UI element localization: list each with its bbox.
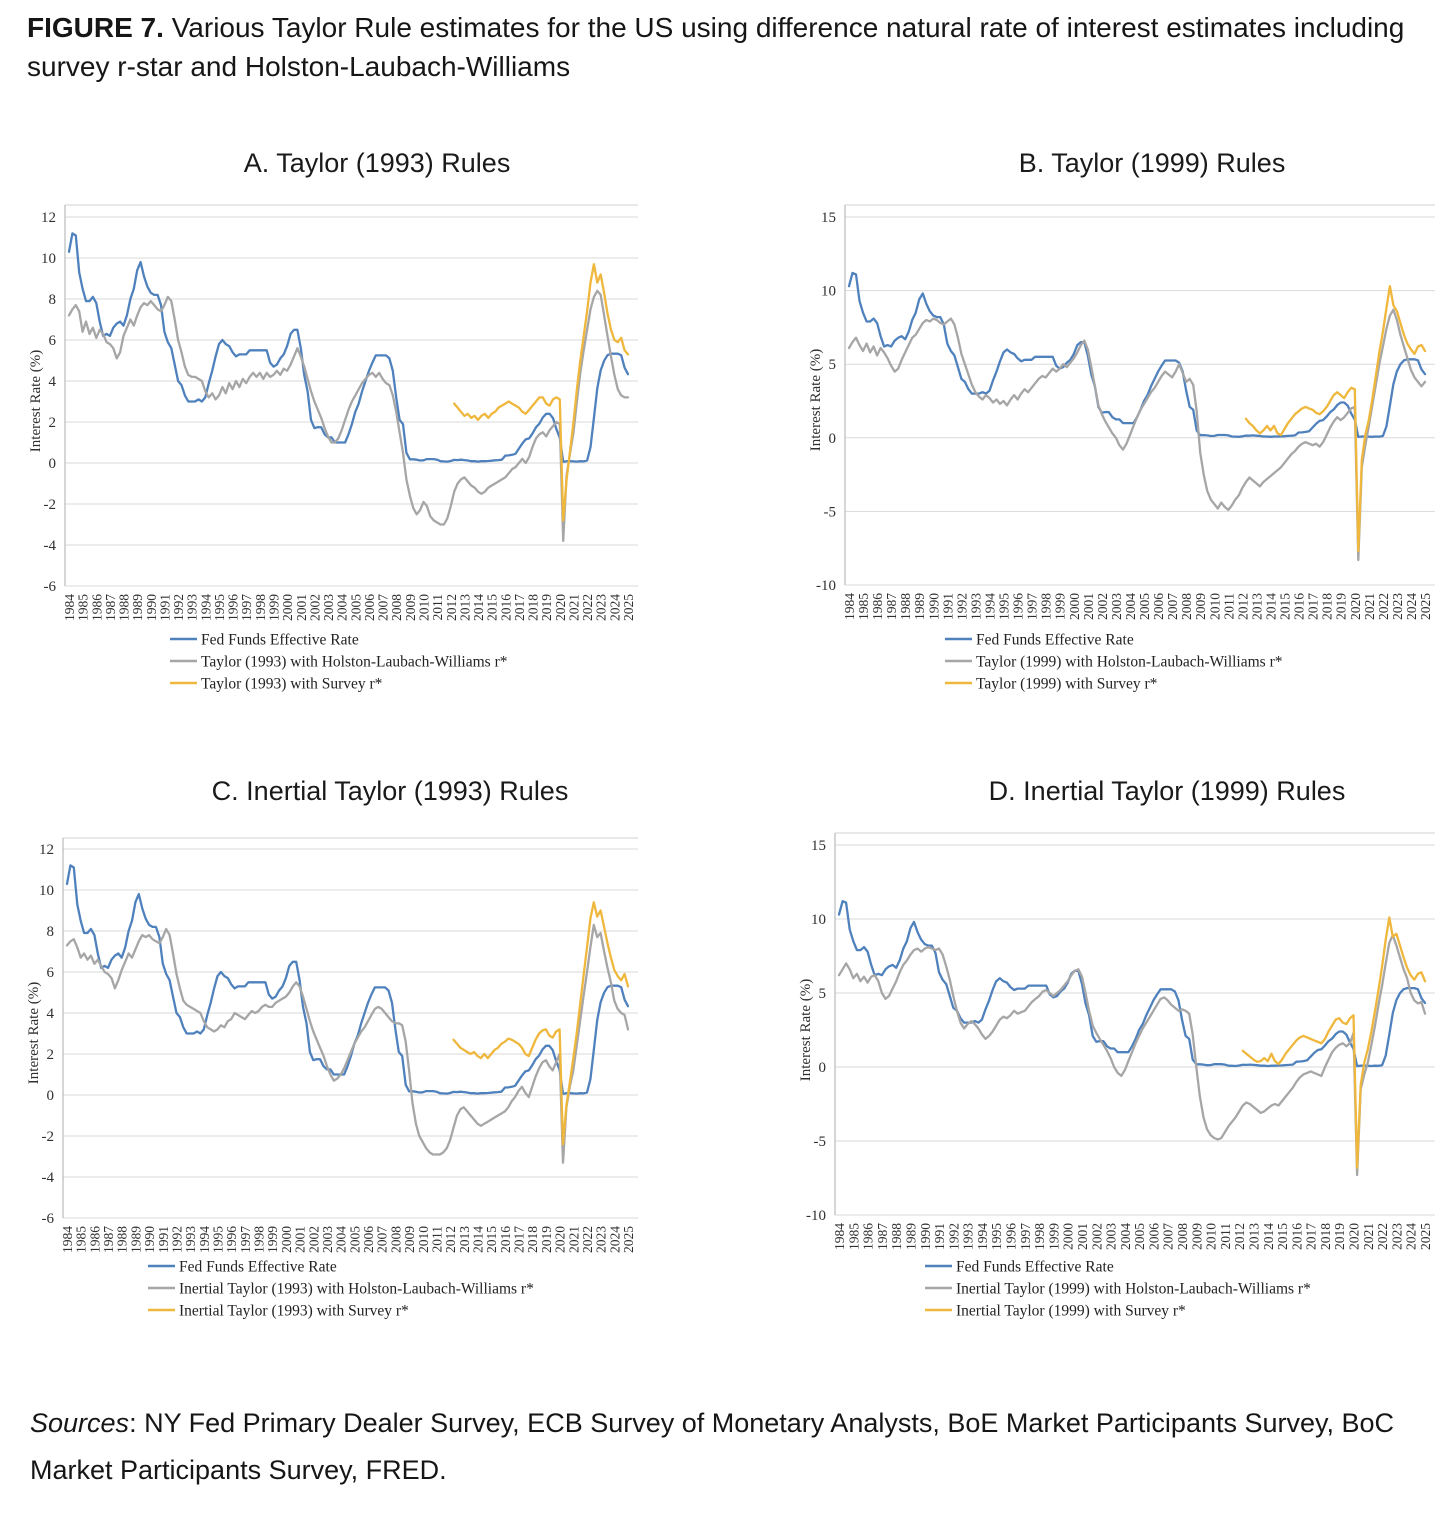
x-tick-label: 1990	[143, 594, 159, 621]
x-tick-label: 2013	[1246, 1223, 1262, 1250]
x-tick-label: 2023	[1389, 1223, 1405, 1250]
x-tick-label: 2022	[580, 594, 596, 621]
x-tick-label: 2019	[1332, 1223, 1348, 1250]
x-tick-label: 1996	[224, 1226, 240, 1253]
x-tick-label: 2015	[1275, 1223, 1291, 1250]
x-tick-label: 2021	[566, 1226, 582, 1253]
x-tick-label: 2014	[470, 1226, 486, 1253]
x-tick-label: 2000	[278, 1226, 294, 1253]
panel-b-title: B. Taylor (1999) Rules	[1018, 148, 1286, 178]
x-tick-label: 2017	[1303, 1223, 1319, 1250]
x-tick-label: 2003	[321, 594, 337, 621]
x-tick-label: 2025	[1418, 1223, 1433, 1250]
y-tick-label: -6	[43, 579, 56, 595]
y-axis-title: Interest Rate (%)	[808, 348, 824, 452]
x-tick-label: 1994	[974, 1223, 990, 1250]
x-tick-label: 1984	[832, 1223, 847, 1250]
x-tick-label: 2007	[374, 1226, 390, 1253]
x-tick-label: 2021	[566, 594, 582, 621]
x-tick-label: 1991	[932, 1223, 948, 1250]
x-tick-label: 2001	[1080, 593, 1096, 620]
x-tick-label: 1992	[954, 593, 970, 620]
y-tick-label: -5	[813, 1134, 826, 1150]
series-line-fed-funds	[839, 901, 1425, 1066]
x-tick-label: 2015	[1277, 593, 1293, 620]
x-tick-label: 2018	[1319, 593, 1335, 620]
x-tick-label: 1995	[996, 593, 1012, 621]
x-tick-label: 2002	[1089, 1223, 1105, 1250]
x-tick-label: 2023	[593, 1226, 609, 1253]
x-tick-label: 1998	[1032, 1223, 1048, 1250]
x-tick-label: 1999	[265, 1226, 281, 1253]
x-tick-label: 2017	[1305, 593, 1321, 620]
y-tick-label: 15	[821, 210, 836, 226]
x-tick-label: 1984	[62, 594, 77, 621]
y-axis-title: Interest Rate (%)	[28, 349, 44, 453]
x-tick-label: 2019	[1333, 593, 1349, 620]
x-tick-label: 1985	[73, 1226, 89, 1253]
x-tick-label: 2004	[1117, 1223, 1133, 1250]
x-tick-label: 2002	[307, 594, 323, 621]
legend-label-1: Taylor (1999) with Holston-Laubach-Williams r*	[976, 653, 1283, 671]
x-tick-label: 1992	[171, 594, 187, 621]
x-tick-label: 2015	[484, 594, 500, 621]
x-tick-label: 2016	[1291, 593, 1307, 620]
legend-label-2: Taylor (1993) with Survey r*	[201, 675, 383, 693]
x-tick-label: 1996	[1003, 1223, 1019, 1250]
x-tick-label: 1989	[912, 593, 928, 620]
x-tick-label: 1985	[75, 594, 91, 621]
x-tick-label: 1985	[846, 1223, 862, 1250]
x-tick-label: 1988	[114, 1226, 130, 1253]
x-tick-label: 1989	[130, 594, 146, 621]
legend-label-0: Fed Funds Effective Rate	[179, 1258, 337, 1276]
x-tick-label: 2003	[1108, 593, 1124, 620]
x-tick-label: 2008	[1179, 593, 1195, 620]
x-tick-label: 1988	[898, 593, 914, 620]
y-tick-label: 0	[818, 1060, 826, 1076]
x-tick-label: 1989	[128, 1226, 144, 1253]
y-tick-label: 5	[828, 357, 836, 374]
x-tick-label: 1992	[169, 1226, 185, 1253]
x-tick-label: 1996	[1010, 593, 1026, 621]
x-tick-label: 2020	[552, 1226, 568, 1253]
panel-a-title: A. Taylor (1993) Rules	[243, 148, 511, 178]
x-tick-label: 1993	[183, 1226, 199, 1253]
y-tick-label: 6	[46, 965, 54, 981]
x-tick-label: 2005	[348, 594, 364, 621]
y-tick-label: 15	[811, 838, 826, 854]
x-tick-label: 1991	[940, 593, 956, 620]
x-tick-label: 2003	[1103, 1223, 1119, 1250]
x-tick-label: 2025	[621, 594, 636, 621]
x-tick-label: 2012	[1235, 593, 1251, 620]
x-tick-label: 2024	[607, 594, 623, 621]
x-tick-label: 2014	[1263, 593, 1279, 620]
panel-c-title: C. Inertial Taylor (1993) Rules	[211, 776, 569, 806]
x-tick-label: 2014	[1260, 1223, 1276, 1250]
x-tick-label: 1997	[1024, 593, 1040, 620]
x-tick-label: 1995	[989, 1223, 1005, 1250]
x-tick-label: 1993	[184, 594, 200, 621]
x-tick-label: 2013	[1249, 593, 1265, 620]
x-tick-label: 2016	[498, 594, 514, 621]
chart-panel-d	[798, 833, 1435, 1320]
x-tick-label: 2009	[1189, 1223, 1205, 1250]
x-tick-label: 2004	[334, 594, 350, 621]
x-tick-label: 1995	[210, 1226, 226, 1253]
legend-label-2: Inertial Taylor (1993) with Survey r*	[179, 1302, 409, 1320]
x-tick-label: 1996	[225, 594, 241, 621]
legend-label-0: Fed Funds Effective Rate	[201, 631, 359, 649]
legend-label-1: Taylor (1993) with Holston-Laubach-Williams r*	[201, 653, 508, 671]
x-tick-label: 2005	[1137, 593, 1153, 620]
x-tick-label: 2005	[347, 1226, 363, 1253]
x-tick-label: 1987	[884, 593, 900, 620]
series-line-hlw	[839, 935, 1425, 1175]
x-tick-label: 1999	[266, 594, 282, 621]
y-tick-label: 12	[41, 210, 56, 226]
y-tick-label: 12	[39, 842, 54, 858]
y-tick-label: 8	[46, 924, 54, 940]
x-tick-label: 1990	[917, 1223, 933, 1250]
x-tick-label: 1997	[1017, 1223, 1033, 1250]
series-line-hlw	[67, 925, 628, 1163]
x-tick-label: 2012	[1232, 1223, 1248, 1250]
x-tick-label: 1994	[198, 594, 214, 621]
x-tick-label: 2000	[1060, 1223, 1076, 1250]
x-tick-label: 2020	[1346, 1223, 1362, 1250]
series-line-fed-funds	[69, 233, 628, 461]
y-tick-label: 10	[39, 883, 54, 899]
x-tick-label: 1997	[239, 594, 255, 621]
legend-label-0: Fed Funds Effective Rate	[976, 631, 1134, 649]
x-tick-label: 2019	[538, 1226, 554, 1253]
x-tick-label: 2024	[1403, 593, 1419, 620]
y-tick-label: 10	[821, 283, 836, 300]
y-tick-label: -10	[806, 1208, 826, 1224]
legend-label-1: Inertial Taylor (1999) with Holston-Laubach-Williams r*	[956, 1280, 1311, 1298]
x-tick-label: 1998	[1038, 593, 1054, 620]
x-tick-label: 2018	[1317, 1223, 1333, 1250]
x-tick-label: 2019	[539, 594, 555, 621]
sources-note	[30, 1400, 1402, 1494]
x-tick-label: 2009	[402, 1226, 418, 1253]
y-tick-label: -2	[43, 497, 56, 513]
figure-caption-text: Various Taylor Rule estimates for the US using difference natural rate of interest estimates including survey r-star and Holston-Laubach-Williams	[27, 12, 1405, 82]
x-tick-label: 1991	[157, 594, 173, 621]
x-tick-label: 2007	[1165, 593, 1181, 620]
legend-label-0: Fed Funds Effective Rate	[956, 1258, 1114, 1276]
y-tick-label: 10	[811, 912, 826, 928]
figure-caption-label: FIGURE 7.	[27, 12, 164, 43]
x-tick-label: 1998	[252, 594, 268, 621]
x-tick-label: 2006	[361, 594, 377, 621]
x-tick-label: 2020	[552, 594, 568, 621]
x-tick-label: 1997	[237, 1226, 253, 1253]
sources-label: Sources	[30, 1408, 130, 1438]
x-tick-label: 2016	[1289, 1223, 1305, 1250]
x-tick-label: 1988	[889, 1223, 905, 1250]
x-tick-label: 2009	[402, 594, 418, 621]
x-tick-label: 2015	[484, 1226, 500, 1253]
legend-label-2: Taylor (1999) with Survey r*	[976, 675, 1158, 693]
panel-d-title: D. Inertial Taylor (1999) Rules	[988, 776, 1346, 806]
y-tick-label: -4	[43, 538, 56, 554]
x-tick-label: 2011	[429, 1226, 445, 1253]
x-tick-label: 1992	[946, 1223, 962, 1250]
x-tick-label: 1994	[982, 593, 998, 620]
x-tick-label: 1999	[1046, 1223, 1062, 1250]
x-tick-label: 1987	[101, 1226, 117, 1253]
x-tick-label: 2025	[1418, 593, 1433, 620]
x-tick-label: 1990	[142, 1226, 158, 1253]
y-tick-label: 0	[48, 456, 56, 472]
x-tick-label: 1988	[116, 594, 132, 621]
y-tick-label: -10	[816, 578, 836, 594]
legend-label-2: Inertial Taylor (1999) with Survey r*	[956, 1302, 1186, 1320]
x-tick-label: 2009	[1193, 593, 1209, 620]
x-tick-label: 2006	[1151, 593, 1167, 620]
y-tick-label: 0	[46, 1088, 54, 1104]
x-tick-label: 2001	[1074, 1223, 1090, 1250]
x-tick-label: 1990	[926, 593, 942, 620]
x-tick-label: 2013	[457, 594, 473, 621]
x-tick-label: 2021	[1361, 593, 1377, 620]
x-tick-label: 1989	[903, 1223, 919, 1250]
x-tick-label: 1993	[968, 593, 984, 620]
x-tick-label: 2024	[607, 1226, 623, 1253]
x-tick-label: 1984	[60, 1226, 75, 1253]
x-tick-label: 1993	[960, 1223, 976, 1250]
x-tick-label: 1984	[842, 593, 857, 620]
x-tick-label: 1994	[196, 1226, 212, 1253]
sources-text: : NY Fed Primary Dealer Survey, ECB Survey of Monetary Analysts, BoE Market Participants Survey, BoC Market Participants Survey, FRED.	[30, 1408, 1395, 1485]
x-tick-label: 2020	[1347, 593, 1363, 620]
x-tick-label: 1987	[102, 594, 118, 621]
x-tick-label: 2001	[293, 594, 309, 621]
y-tick-label: 2	[48, 415, 56, 431]
x-tick-label: 2000	[280, 594, 296, 621]
x-tick-label: 2018	[525, 1226, 541, 1253]
x-tick-label: 1986	[870, 593, 886, 620]
y-axis-title: Interest Rate (%)	[26, 981, 42, 1085]
x-tick-label: 2002	[1094, 593, 1110, 620]
x-tick-label: 2011	[1217, 1223, 1233, 1250]
x-tick-label: 2006	[1146, 1223, 1162, 1250]
y-tick-label: 6	[48, 333, 56, 349]
chart-panel-a	[28, 205, 638, 693]
chart-panel-b	[808, 205, 1435, 693]
x-tick-label: 2022	[1375, 1223, 1391, 1250]
y-tick-label: 10	[41, 251, 56, 267]
x-tick-label: 2004	[333, 1226, 349, 1253]
x-tick-label: 2005	[1132, 1223, 1148, 1250]
x-tick-label: 2010	[416, 594, 432, 621]
y-tick-label: 8	[48, 292, 56, 308]
series-line-survey	[1243, 918, 1425, 1168]
x-tick-label: 1995	[211, 594, 227, 621]
x-tick-label: 2018	[525, 594, 541, 621]
x-tick-label: 2004	[1122, 593, 1138, 620]
chart-panel-c	[26, 838, 638, 1320]
x-tick-label: 2021	[1360, 1223, 1376, 1250]
x-tick-label: 2011	[1221, 593, 1237, 620]
x-tick-label: 2022	[1375, 593, 1391, 620]
x-tick-label: 1987	[874, 1223, 890, 1250]
x-tick-label: 1999	[1052, 593, 1068, 620]
y-tick-label: 4	[46, 1006, 54, 1022]
x-tick-label: 2008	[389, 594, 405, 621]
x-tick-label: 2013	[456, 1226, 472, 1253]
x-tick-label: 2025	[621, 1226, 636, 1253]
x-tick-label: 2017	[511, 1226, 527, 1253]
x-tick-label: 1998	[251, 1226, 267, 1253]
x-tick-label: 2012	[443, 594, 459, 621]
y-axis-title: Interest Rate (%)	[798, 978, 814, 1082]
x-tick-label: 2008	[1175, 1223, 1191, 1250]
y-tick-label: 2	[46, 1047, 54, 1063]
x-tick-label: 2001	[292, 1226, 308, 1253]
x-tick-label: 2000	[1066, 593, 1082, 620]
series-line-hlw	[849, 310, 1425, 560]
x-tick-label: 1985	[856, 593, 872, 620]
x-tick-label: 2016	[497, 1226, 513, 1253]
x-tick-label: 2022	[579, 1226, 595, 1253]
x-tick-label: 2006	[361, 1226, 377, 1253]
x-tick-label: 2011	[430, 594, 446, 621]
y-tick-label: 0	[828, 430, 836, 447]
x-tick-label: 2012	[443, 1226, 459, 1253]
y-tick-label: -4	[41, 1170, 54, 1186]
x-tick-label: 2002	[306, 1226, 322, 1253]
y-tick-label: -6	[41, 1211, 54, 1227]
x-tick-label: 2010	[1207, 593, 1223, 620]
x-tick-label: 2008	[388, 1226, 404, 1253]
series-line-fed-funds	[849, 273, 1425, 437]
x-tick-label: 2010	[415, 1226, 431, 1253]
y-tick-label: 4	[48, 374, 56, 390]
x-tick-label: 2007	[1160, 1223, 1176, 1250]
legend-label-1: Inertial Taylor (1993) with Holston-Laubach-Williams r*	[179, 1280, 534, 1298]
x-tick-label: 2023	[1389, 593, 1405, 620]
x-tick-label: 2010	[1203, 1223, 1219, 1250]
x-tick-label: 2014	[471, 594, 487, 621]
x-tick-label: 1986	[87, 1226, 103, 1253]
x-tick-label: 1986	[89, 594, 105, 621]
x-tick-label: 1991	[155, 1226, 171, 1253]
y-tick-label: 5	[818, 986, 826, 1002]
x-tick-label: 2007	[375, 594, 391, 621]
x-tick-label: 2023	[593, 594, 609, 621]
x-tick-label: 2024	[1403, 1223, 1419, 1250]
y-tick-label: -5	[823, 504, 836, 521]
x-tick-label: 2003	[319, 1226, 335, 1253]
x-tick-label: 2017	[511, 594, 527, 621]
y-tick-label: -2	[41, 1129, 54, 1145]
x-tick-label: 1986	[860, 1223, 876, 1250]
